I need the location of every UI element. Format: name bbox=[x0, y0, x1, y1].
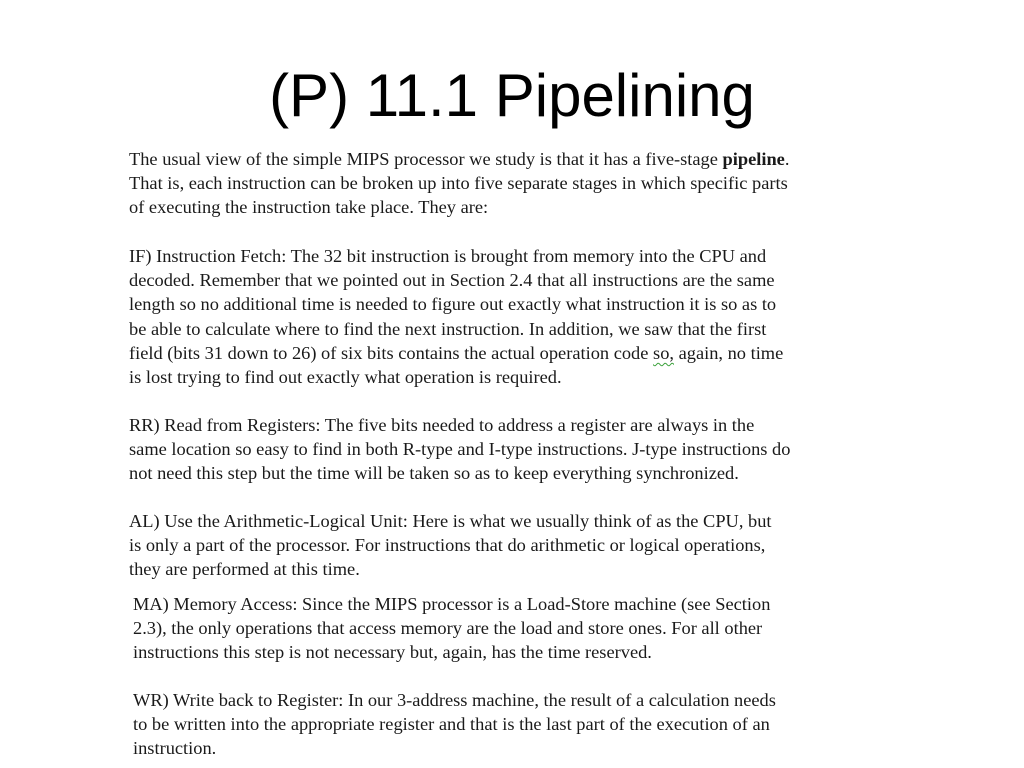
pipeline-term: pipeline bbox=[722, 149, 785, 169]
stage-rr-line: not need this step but the time will be taken so as to keep everything synchronized. bbox=[129, 463, 739, 484]
stage-rr-paragraph bbox=[129, 413, 899, 486]
stage-ma-paragraph bbox=[133, 592, 903, 665]
stage-al-paragraph bbox=[129, 509, 899, 582]
stage-if-line: be able to calculate where to find the next instruction. In addition, we saw that the first bbox=[129, 318, 767, 339]
stage-rr-line: RR) Read from Registers: The five bits needed to address a register are always in the bbox=[129, 415, 755, 435]
stage-al-line: is only a part of the processor. For instructions that do arithmetic or logical operations, bbox=[129, 535, 766, 556]
intro-line-1: The usual view of the simple MIPS processor we study is that it has a five-stage pipeline. bbox=[129, 149, 790, 169]
stage-rr-line: same location so easy to find in both R-type and I-type instructions. J-type instructions do bbox=[129, 439, 791, 460]
stage-if-paragraph bbox=[129, 244, 899, 389]
stage-wr-line: instruction. bbox=[133, 738, 217, 759]
intro-paragraph bbox=[129, 147, 899, 220]
intro-line-2: That is, each instruction can be broken up into five separate stages in which specific parts bbox=[129, 173, 788, 194]
stage-if-line: IF) Instruction Fetch: The 32 bit instruction is brought from memory into the CPU and bbox=[129, 246, 767, 266]
stage-wr-line: WR) Write back to Register: In our 3-address machine, the result of a calculation needs bbox=[133, 690, 776, 710]
stage-al-line: they are performed at this time. bbox=[129, 559, 360, 580]
stage-if-line: length so no additional time is needed to figure out exactly what instruction it is so as to bbox=[129, 294, 777, 315]
stage-if-line: field (bits 31 down to 26) of six bits contains the actual operation code so, again, no time bbox=[129, 342, 784, 363]
stage-wr-paragraph bbox=[133, 688, 903, 761]
slide-title: (P) 11.1 Pipelining bbox=[269, 62, 755, 129]
stage-ma-line: MA) Memory Access: Since the MIPS processor is a Load-Store machine (see Section bbox=[133, 594, 771, 614]
stage-al-line: AL) Use the Arithmetic-Logical Unit: Here is what we usually think of as the CPU, but bbox=[129, 511, 772, 531]
stage-ma-line: 2.3), the only operations that access memory are the load and store ones. For all other bbox=[133, 618, 763, 639]
intro-line-3: of executing the instruction take place. They are: bbox=[129, 197, 489, 218]
stage-if-line: is lost trying to find out exactly what operation is required. bbox=[129, 367, 562, 388]
stage-if-line: decoded. Remember that we pointed out in Section 2.4 that all instructions are the same bbox=[129, 270, 775, 291]
stage-wr-line: to be written into the appropriate register and that is the last part of the execution of an bbox=[133, 714, 770, 735]
spellcheck-squiggle: so, bbox=[653, 342, 674, 363]
stage-ma-line: instructions this step is not necessary but, again, has the time reserved. bbox=[133, 642, 652, 663]
